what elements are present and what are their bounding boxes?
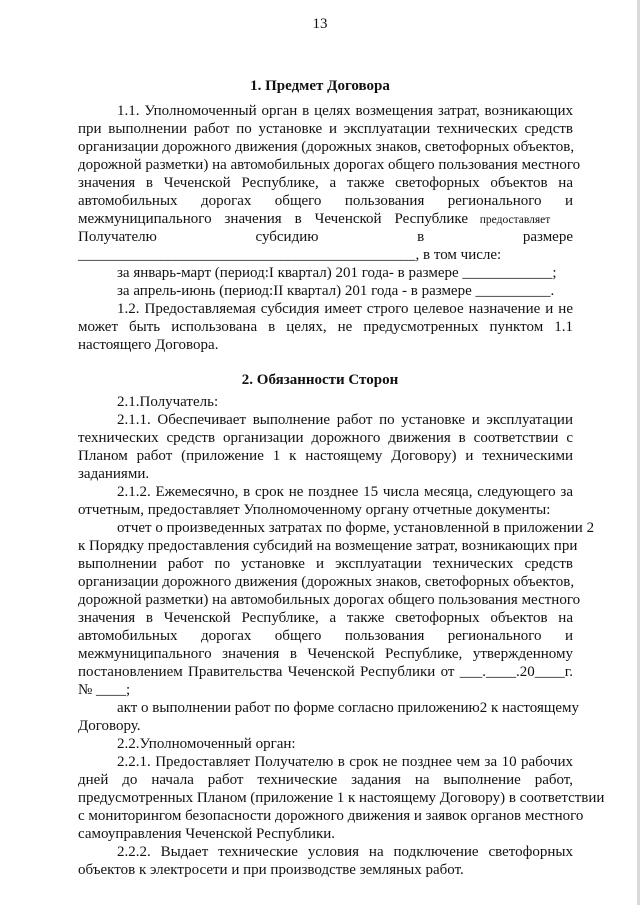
text-line: может быть использована в целях, не предусмотренных пунктом 1.1 bbox=[78, 319, 573, 335]
text-line: постановлением Правительства Чеченской Республики от ___.____.20____г. bbox=[78, 664, 573, 680]
text-line: за январь-март (период:I квартал) 201 года- в размере ____________; bbox=[117, 265, 557, 281]
text-line: 2.1.2. Ежемесячно, в срок не позднее 15 числа месяца, следующего за bbox=[117, 484, 573, 500]
text-line: _____________________________________________, в том числе: bbox=[78, 247, 502, 263]
text-line: при выполнении работ по установке и эксплуатации технических средств bbox=[78, 121, 573, 137]
text-line: объектов к электросети и при производстве земляных работ. bbox=[78, 862, 464, 878]
text-line: 2.2.2. Выдает технические условия на подключение светофорных bbox=[117, 844, 573, 860]
text-line: значения в Чеченской Республике, а также светофорных объектов на bbox=[78, 610, 573, 626]
page-number: 13 bbox=[312, 16, 328, 32]
text-line: 2.1.1. Обеспечивает выполнение работ по установке и эксплуатации bbox=[117, 412, 573, 428]
text-line: Планом работ (приложение 1 к настоящему Договору) и техническими bbox=[78, 448, 573, 464]
section-2-heading: 2. Обязанности Сторон bbox=[241, 372, 399, 388]
text-line: отчет о произведенных затратах по форме, установленной в приложении 2 bbox=[117, 520, 595, 536]
text-line: организации дорожного движения (дорожных знаков, светофорных объектов, bbox=[78, 574, 575, 590]
text-line: с мониторингом безопасности дорожного движения и заявок органов местного bbox=[78, 808, 584, 824]
section-1-heading: 1. Предмет Договора bbox=[250, 78, 390, 94]
text-line: Договору. bbox=[78, 718, 141, 734]
text-line: автомобильных дорогах общего пользования регионального и bbox=[78, 193, 573, 209]
text-line: Получателю субсидию в размере bbox=[78, 229, 573, 245]
text-line: межмуниципального значения в Чеченской Республике, утвержденному bbox=[78, 646, 573, 662]
text-line: 1.1. Уполномоченный орган в целях возмещения затрат, возникающих bbox=[117, 103, 573, 119]
text-line: межмуниципального значения в Чеченской Республике предоставляет bbox=[78, 211, 551, 227]
text-line: заданиями. bbox=[78, 466, 150, 482]
text-line: дорожной разметки) на автомобильных дорогах общего пользования местного bbox=[78, 157, 581, 173]
text-line: за апрель-июнь (период:II квартал) 201 года - в размере __________. bbox=[117, 283, 555, 299]
text-line: значения в Чеченской Республике, а также светофорных объектов на bbox=[78, 175, 573, 191]
text-line: 2.2.Уполномоченный орган: bbox=[117, 736, 296, 752]
text-line: 2.2.1. Предоставляет Получателю в срок не позднее чем за 10 рабочих bbox=[117, 754, 573, 770]
text-line: № ____; bbox=[78, 682, 131, 698]
text-line: настоящего Договора. bbox=[78, 337, 219, 353]
text-line: выполнении работ по установке и эксплуатации технических средств bbox=[78, 556, 573, 572]
text-line: 1.2. Предоставляемая субсидия имеет строго целевое назначение и не bbox=[117, 301, 573, 317]
text-line: технических средств организации дорожного движения в соответствии с bbox=[78, 430, 573, 446]
text-line: дней до начала работ технические задания на выполнение работ, bbox=[78, 772, 573, 788]
text-line: автомобильных дорогах общего пользования регионального и bbox=[78, 628, 573, 644]
text-line: дорожной разметки) на автомобильных дорогах общего пользования местного bbox=[78, 592, 581, 608]
text-line: организации дорожного движения (дорожных знаков, светофорных объектов, bbox=[78, 139, 575, 155]
text-line: предусмотренных Планом (приложение 1 к настоящему Договору) в соответствии bbox=[78, 790, 605, 806]
text-line: отчетным, предоставляет Уполномоченному органу отчетные документы: bbox=[78, 502, 551, 518]
text-line: акт о выполнении работ по форме согласно приложению2 к настоящему bbox=[117, 700, 580, 716]
text-line: самоуправления Чеченской Республики. bbox=[78, 826, 336, 842]
text-line: 2.1.Получатель: bbox=[117, 394, 219, 410]
text-line: к Порядку предоставления субсидий на возмещение затрат, возникающих при bbox=[78, 538, 578, 554]
